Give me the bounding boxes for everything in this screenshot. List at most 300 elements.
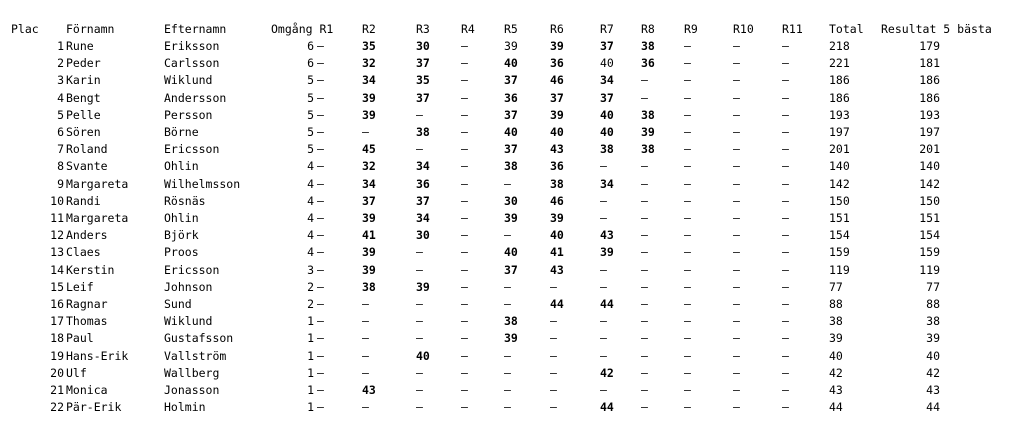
row-fornamn: Paul: [66, 331, 94, 346]
row-omgang: 2: [307, 297, 314, 311]
header-r10: R10: [733, 22, 754, 36]
row-r5: –: [504, 228, 511, 243]
row-r2: –: [362, 365, 369, 380]
row-r10: –: [733, 107, 740, 122]
row-efternamn: Ohlin: [164, 159, 199, 174]
row-r11: –: [782, 400, 789, 415]
row-efternamn: Ericsson: [164, 262, 220, 277]
row-r7: 37: [600, 90, 614, 105]
row-r7: 40: [600, 56, 614, 71]
row-r3: –: [416, 297, 423, 311]
row-fornamn: Leif: [66, 279, 94, 294]
row-r1: –: [317, 383, 324, 397]
row-fornamn: Pelle: [66, 107, 101, 122]
row-r5: –: [504, 383, 511, 397]
row-r10: –: [733, 228, 740, 243]
row-r3: 39: [416, 279, 430, 294]
row-r7: –: [600, 262, 607, 277]
row-plac: 16: [50, 297, 64, 311]
row-fornamn: Ulf: [66, 365, 87, 380]
row-r6: 39: [550, 107, 564, 122]
row-r5: 37: [504, 107, 518, 122]
row-omgang: 4: [307, 159, 314, 174]
row-efternamn: Ericsson: [164, 142, 220, 157]
row-fornamn: Claes: [66, 245, 101, 260]
row-fornamn: Kerstin: [66, 262, 115, 277]
row-omgang: 5: [307, 125, 314, 139]
row-fornamn: Randi: [66, 193, 101, 208]
row-fornamn: Roland: [66, 142, 108, 157]
row-r4: –: [461, 211, 468, 225]
row-plac: 8: [57, 159, 64, 174]
row-r11: –: [782, 39, 789, 53]
row-r6: 44: [550, 297, 564, 311]
row-r9: –: [684, 142, 691, 157]
row-efternamn: Andersson: [164, 90, 227, 105]
row-r8: –: [641, 297, 648, 311]
row-r4: –: [461, 279, 468, 294]
row-fornamn: Svante: [66, 159, 108, 174]
header-fornamn: Förnamn: [66, 22, 115, 36]
row-r4: –: [461, 245, 468, 260]
row-r2: 43: [362, 383, 376, 397]
row-r6: –: [550, 348, 557, 363]
row-efternamn: Holmin: [164, 400, 206, 415]
row-r1: –: [317, 279, 324, 294]
row-r2: –: [362, 348, 369, 363]
row-r6: –: [550, 365, 557, 380]
row-r9: –: [684, 39, 691, 53]
row-r2: 39: [362, 107, 376, 122]
row-resultat: 39: [926, 331, 940, 346]
row-r2: 39: [362, 245, 376, 260]
row-total: 151: [829, 211, 850, 225]
row-r8: –: [641, 400, 648, 415]
row-r7: –: [600, 193, 607, 208]
row-omgang: 4: [307, 228, 314, 243]
row-r11: –: [782, 297, 789, 311]
row-total: 42: [829, 365, 843, 380]
row-resultat: 44: [926, 400, 940, 415]
row-r8: –: [641, 193, 648, 208]
header-omgang-r1: Omgång R1: [271, 22, 334, 36]
row-r9: –: [684, 228, 691, 243]
row-total: 140: [829, 159, 850, 174]
row-r1: –: [317, 176, 324, 191]
row-total: 142: [829, 176, 850, 191]
row-omgang: 6: [307, 39, 314, 53]
row-r6: 43: [550, 142, 564, 157]
row-total: 201: [829, 142, 850, 157]
row-r9: –: [684, 348, 691, 363]
row-r1: –: [317, 348, 324, 363]
row-resultat: 42: [926, 365, 940, 380]
row-r11: –: [782, 125, 789, 139]
row-fornamn: Karin: [66, 73, 101, 88]
row-total: 197: [829, 125, 850, 139]
row-r5: 40: [504, 125, 518, 139]
row-total: 43: [829, 383, 843, 397]
row-omgang: 6: [307, 56, 314, 71]
row-r11: –: [782, 331, 789, 346]
row-resultat: 181: [919, 56, 940, 71]
row-omgang: 1: [307, 314, 314, 329]
row-efternamn: Persson: [164, 107, 213, 122]
row-r4: –: [461, 142, 468, 157]
row-r8: –: [641, 228, 648, 243]
header-r8: R8: [641, 22, 655, 36]
row-fornamn: Ragnar: [66, 297, 108, 311]
row-r7: 34: [600, 176, 614, 191]
row-r8: –: [641, 365, 648, 380]
row-plac: 12: [50, 228, 64, 243]
row-r10: –: [733, 400, 740, 415]
row-r11: –: [782, 56, 789, 71]
row-r5: 37: [504, 142, 518, 157]
row-r3: –: [416, 262, 423, 277]
row-plac: 21: [50, 383, 64, 397]
row-r6: 38: [550, 176, 564, 191]
row-r9: –: [684, 90, 691, 105]
row-r1: –: [317, 228, 324, 243]
row-r1: –: [317, 159, 324, 174]
row-r10: –: [733, 331, 740, 346]
row-total: 40: [829, 348, 843, 363]
row-r4: –: [461, 159, 468, 174]
row-efternamn: Proos: [164, 245, 199, 260]
row-resultat: 43: [926, 383, 940, 397]
row-r2: 39: [362, 90, 376, 105]
row-r8: –: [641, 348, 648, 363]
row-plac: 9: [57, 176, 64, 191]
row-r4: –: [461, 400, 468, 415]
row-r6: 46: [550, 193, 564, 208]
row-r1: –: [317, 90, 324, 105]
row-efternamn: Eriksson: [164, 39, 220, 53]
row-efternamn: Carlsson: [164, 56, 220, 71]
row-omgang: 4: [307, 193, 314, 208]
row-r1: –: [317, 314, 324, 329]
row-r1: –: [317, 331, 324, 346]
row-total: 119: [829, 262, 850, 277]
row-plac: 15: [50, 279, 64, 294]
row-r3: 37: [416, 90, 430, 105]
row-r9: –: [684, 73, 691, 88]
row-r2: 41: [362, 228, 376, 243]
row-r10: –: [733, 39, 740, 53]
row-r10: –: [733, 176, 740, 191]
row-r3: –: [416, 245, 423, 260]
row-omgang: 3: [307, 262, 314, 277]
row-efternamn: Vallström: [164, 348, 227, 363]
row-r2: 34: [362, 73, 376, 88]
row-omgang: 1: [307, 383, 314, 397]
row-r5: 38: [504, 159, 518, 174]
row-r5: 36: [504, 90, 518, 105]
row-r2: 39: [362, 211, 376, 225]
row-r10: –: [733, 56, 740, 71]
row-efternamn: Björk: [164, 228, 199, 243]
row-fornamn: Sören: [66, 125, 101, 139]
row-plac: 3: [57, 73, 64, 88]
row-r11: –: [782, 314, 789, 329]
row-omgang: 1: [307, 331, 314, 346]
row-r9: –: [684, 107, 691, 122]
row-r2: 32: [362, 56, 376, 71]
row-r4: –: [461, 107, 468, 122]
row-plac: 4: [57, 90, 64, 105]
row-r7: 44: [600, 297, 614, 311]
row-r9: –: [684, 211, 691, 225]
row-fornamn: Rune: [66, 39, 94, 53]
row-omgang: 4: [307, 176, 314, 191]
row-plac: 22: [50, 400, 64, 415]
row-r7: 40: [600, 125, 614, 139]
row-r9: –: [684, 314, 691, 329]
row-total: 218: [829, 39, 850, 53]
row-total: 44: [829, 400, 843, 415]
row-efternamn: Rösnäs: [164, 193, 206, 208]
row-total: 38: [829, 314, 843, 329]
row-r10: –: [733, 90, 740, 105]
row-r3: 36: [416, 176, 430, 191]
row-r8: –: [641, 73, 648, 88]
row-r8: –: [641, 159, 648, 174]
row-r11: –: [782, 90, 789, 105]
row-r3: –: [416, 142, 423, 157]
row-r9: –: [684, 125, 691, 139]
row-resultat: 77: [926, 279, 940, 294]
row-r3: –: [416, 383, 423, 397]
row-r6: 40: [550, 228, 564, 243]
row-resultat: 119: [919, 262, 940, 277]
row-r6: –: [550, 331, 557, 346]
row-resultat: 186: [919, 73, 940, 88]
row-r3: 40: [416, 348, 430, 363]
row-r3: 30: [416, 228, 430, 243]
header-r3: R3: [416, 22, 430, 36]
row-r10: –: [733, 348, 740, 363]
row-efternamn: Wilhelmsson: [164, 176, 241, 191]
row-r8: –: [641, 245, 648, 260]
row-total: 88: [829, 297, 843, 311]
row-r11: –: [782, 383, 789, 397]
row-r8: –: [641, 331, 648, 346]
row-r4: –: [461, 176, 468, 191]
row-r6: 36: [550, 159, 564, 174]
row-r8: 38: [641, 39, 655, 53]
row-r3: 34: [416, 159, 430, 174]
row-r9: –: [684, 331, 691, 346]
row-r6: 46: [550, 73, 564, 88]
row-r9: –: [684, 159, 691, 174]
row-plac: 14: [50, 262, 64, 277]
row-omgang: 5: [307, 107, 314, 122]
row-total: 193: [829, 107, 850, 122]
row-resultat: 88: [926, 297, 940, 311]
row-total: 154: [829, 228, 850, 243]
row-r6: –: [550, 314, 557, 329]
row-fornamn: Bengt: [66, 90, 101, 105]
row-r6: 43: [550, 262, 564, 277]
row-efternamn: Gustafsson: [164, 331, 234, 346]
row-r11: –: [782, 176, 789, 191]
row-r5: –: [504, 348, 511, 363]
header-efternamn: Efternamn: [164, 22, 227, 36]
row-r11: –: [782, 211, 789, 225]
row-plac: 17: [50, 314, 64, 329]
row-plac: 13: [50, 245, 64, 260]
row-r11: –: [782, 245, 789, 260]
row-efternamn: Börne: [164, 125, 199, 139]
header-r2: R2: [362, 22, 376, 36]
header-r6: R6: [550, 22, 564, 36]
row-fornamn: Peder: [66, 56, 101, 71]
row-r10: –: [733, 211, 740, 225]
row-r5: 40: [504, 56, 518, 71]
row-r4: –: [461, 297, 468, 311]
row-r1: –: [317, 400, 324, 415]
row-plac: 2: [57, 56, 64, 71]
row-r7: –: [600, 159, 607, 174]
row-plac: 7: [57, 142, 64, 157]
row-efternamn: Sund: [164, 297, 192, 311]
row-r5: 39: [504, 39, 518, 53]
row-efternamn: Wiklund: [164, 73, 213, 88]
row-plac: 6: [57, 125, 64, 139]
row-r10: –: [733, 383, 740, 397]
row-r3: 34: [416, 211, 430, 225]
row-fornamn: Pär-Erik: [66, 400, 122, 415]
row-r1: –: [317, 56, 324, 71]
row-resultat: 151: [919, 211, 940, 225]
row-r3: 37: [416, 56, 430, 71]
row-r5: 40: [504, 245, 518, 260]
row-resultat: 40: [926, 348, 940, 363]
row-r9: –: [684, 383, 691, 397]
row-r4: –: [461, 90, 468, 105]
row-r5: –: [504, 279, 511, 294]
row-r4: –: [461, 348, 468, 363]
row-resultat: 150: [919, 193, 940, 208]
row-r9: –: [684, 365, 691, 380]
row-r7: 44: [600, 400, 614, 415]
row-r1: –: [317, 211, 324, 225]
row-r5: 30: [504, 193, 518, 208]
row-r4: –: [461, 73, 468, 88]
row-r6: –: [550, 400, 557, 415]
row-r4: –: [461, 193, 468, 208]
row-r2: –: [362, 125, 369, 139]
row-r10: –: [733, 125, 740, 139]
row-r7: –: [600, 211, 607, 225]
row-r11: –: [782, 107, 789, 122]
row-total: 186: [829, 90, 850, 105]
row-r10: –: [733, 245, 740, 260]
row-r7: 38: [600, 142, 614, 157]
row-r9: –: [684, 400, 691, 415]
row-r8: –: [641, 262, 648, 277]
row-r3: 38: [416, 125, 430, 139]
row-total: 150: [829, 193, 850, 208]
header-total: Total: [829, 22, 864, 36]
row-r9: –: [684, 297, 691, 311]
row-r4: –: [461, 331, 468, 346]
row-r10: –: [733, 262, 740, 277]
row-omgang: 1: [307, 365, 314, 380]
row-resultat: 159: [919, 245, 940, 260]
row-r5: 39: [504, 331, 518, 346]
row-r7: –: [600, 348, 607, 363]
row-plac: 5: [57, 107, 64, 122]
header-plac: Plac: [11, 22, 39, 36]
row-r1: –: [317, 193, 324, 208]
row-r4: –: [461, 383, 468, 397]
header-r5: R5: [504, 22, 518, 36]
row-r1: –: [317, 125, 324, 139]
row-fornamn: Margareta: [66, 211, 129, 225]
row-r3: 30: [416, 39, 430, 53]
row-r1: –: [317, 142, 324, 157]
row-r8: –: [641, 314, 648, 329]
row-r6: –: [550, 279, 557, 294]
row-r5: –: [504, 176, 511, 191]
row-resultat: 179: [919, 39, 940, 53]
row-r1: –: [317, 39, 324, 53]
row-r11: –: [782, 142, 789, 157]
row-r7: 37: [600, 39, 614, 53]
row-r11: –: [782, 279, 789, 294]
row-resultat: 38: [926, 314, 940, 329]
row-r11: –: [782, 193, 789, 208]
row-r3: –: [416, 107, 423, 122]
row-resultat: 154: [919, 228, 940, 243]
row-efternamn: Johnson: [164, 279, 213, 294]
header-r4: R4: [461, 22, 475, 36]
row-r6: –: [550, 383, 557, 397]
row-r2: –: [362, 400, 369, 415]
row-r7: –: [600, 279, 607, 294]
row-r11: –: [782, 348, 789, 363]
row-total: 159: [829, 245, 850, 260]
row-efternamn: Wallberg: [164, 365, 220, 380]
row-r1: –: [317, 245, 324, 260]
row-total: 186: [829, 73, 850, 88]
row-fornamn: Thomas: [66, 314, 108, 329]
row-omgang: 5: [307, 90, 314, 105]
row-plac: 10: [50, 193, 64, 208]
row-omgang: 4: [307, 211, 314, 225]
row-r9: –: [684, 56, 691, 71]
row-r1: –: [317, 297, 324, 311]
row-r2: 32: [362, 159, 376, 174]
row-r2: 35: [362, 39, 376, 53]
row-r3: –: [416, 331, 423, 346]
row-r7: –: [600, 314, 607, 329]
row-plac: 19: [50, 348, 64, 363]
row-r7: 34: [600, 73, 614, 88]
header-r7: R7: [600, 22, 614, 36]
row-r9: –: [684, 262, 691, 277]
row-r7: –: [600, 331, 607, 346]
row-r6: 39: [550, 211, 564, 225]
row-resultat: 193: [919, 107, 940, 122]
row-r3: 35: [416, 73, 430, 88]
row-r10: –: [733, 73, 740, 88]
row-total: 221: [829, 56, 850, 71]
row-r5: 38: [504, 314, 518, 329]
row-resultat: 142: [919, 176, 940, 191]
